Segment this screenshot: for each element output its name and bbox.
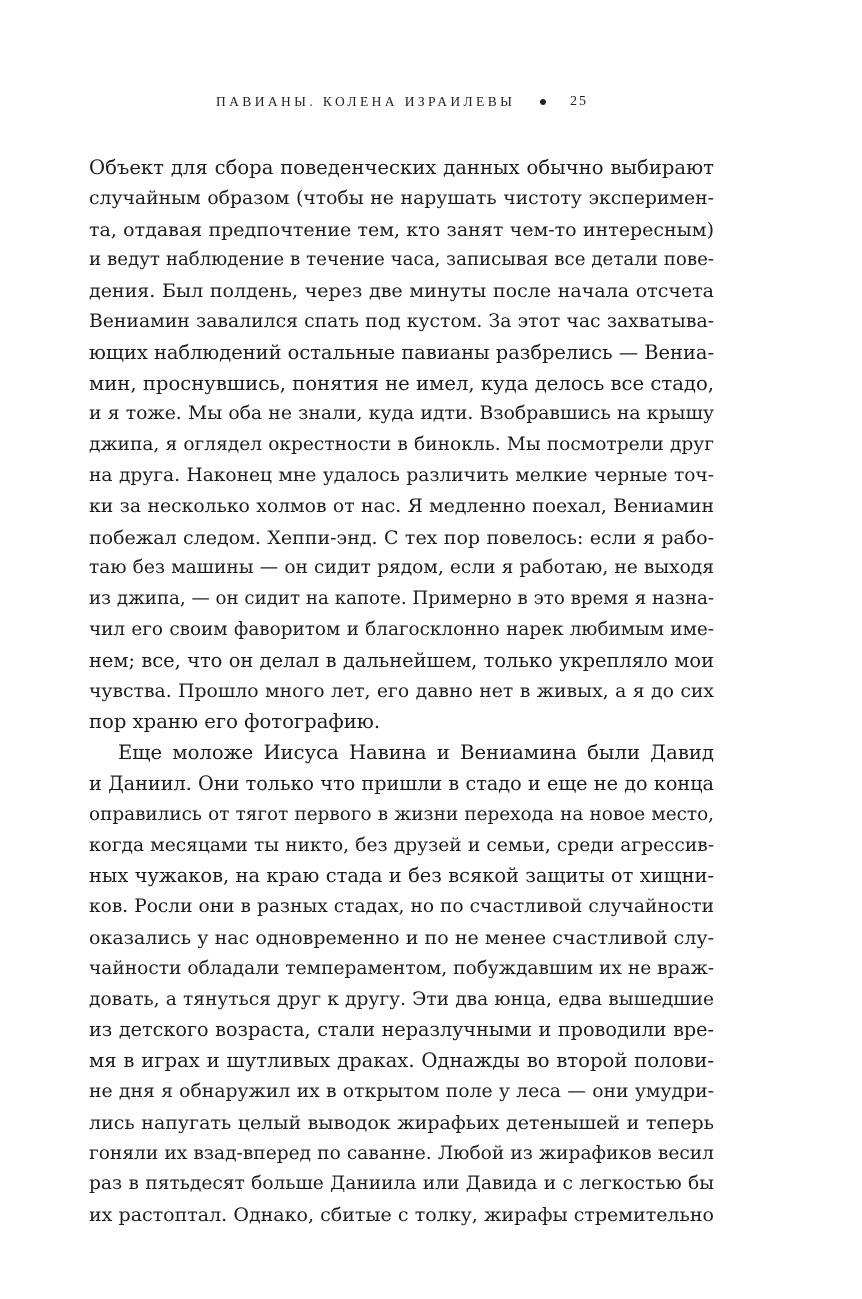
text-line: случайным образом (чтобы не нарушать чистоту эксперимен- xyxy=(89,187,714,209)
text-line: и я тоже. Мы оба не знали, куда идти. Взобравшись на крышу xyxy=(89,403,714,425)
text-line: раз в пятьдесят больше Даниила или Давида и с легкостью бы xyxy=(89,1173,714,1195)
text-line: их растоптал. Однако, сбитые с толку, жирафы стремительно xyxy=(89,1204,714,1227)
text-line: и ведут наблюдение в течение часа, записывая все детали пове- xyxy=(89,249,714,271)
text-line: лись напугать целый выводок жирафьих детенышей и теперь xyxy=(89,1111,714,1134)
running-header xyxy=(0,94,862,116)
text-line: та, отдавая предпочтение тем, кто занят чем-то интересным) xyxy=(89,218,714,241)
text-line: чувства. Прошло много лет, его давно нет в живых, а я до сих xyxy=(89,680,714,702)
text-line: гоняли их взад-вперед по саванне. Любой из жирафиков весил xyxy=(89,1142,714,1164)
page-number: 25 xyxy=(570,94,588,109)
text-line: когда месяцами ты никто, без друзей и семьи, среди агрессив- xyxy=(89,834,714,856)
text-line: дения. Был полдень, через две минуты после начала отсчета xyxy=(89,280,714,303)
text-line: ки за несколько холмов от нас. Я медленно поехал, Вениамин xyxy=(89,495,714,517)
text-line: из детского возраста, стали неразлучными и проводили вре- xyxy=(89,1018,714,1042)
text-line: мин, проснувшись, понятия не имел, куда делось все стадо, xyxy=(89,371,714,395)
text-line: не дня я обнаружил их в открытом поле у леса — они умудри- xyxy=(89,1080,714,1102)
text-line: побежал следом. Хеппи-энд. С тех пор повелось: если я рабо- xyxy=(89,526,714,549)
header-bullet-separator xyxy=(540,99,546,105)
body-text xyxy=(89,153,714,1231)
text-line: чил его своим фаворитом и благосклонно нарек любимым име- xyxy=(89,618,714,640)
text-line: пор храню его фотографию. xyxy=(89,710,381,734)
text-line: ков. Росли они в разных стадах, но по счастливой случайности xyxy=(89,896,714,918)
text-line: Вениамин завалился спать под кустом. За этот час захватыва- xyxy=(89,310,714,332)
text-line: Еще моложе Иисуса Навина и Вениамина были Давид xyxy=(118,741,714,765)
text-line: оказались у нас одновременно и по не менее счастливой слу- xyxy=(89,926,714,949)
text-line: на друга. Наконец мне удалось различить мелкие черные точ- xyxy=(89,464,714,486)
paragraph-2 xyxy=(89,738,714,1231)
running-title: ПАВИАНЫ. КОЛЕНА ИЗРАИЛЕВЫ xyxy=(216,94,516,109)
text-line: мя в играх и шутливых драках. Однажды во второй полови- xyxy=(89,1049,714,1073)
text-line: ющих наблюдений остальные павианы разбрелись — Вениа- xyxy=(89,340,714,364)
text-line: из джипа, — он сидит на капоте. Примерно в это время я назна- xyxy=(89,588,714,610)
paragraph-1 xyxy=(89,153,714,738)
text-line: джипа, я оглядел окрестности в бинокль. Мы посмотрели друг xyxy=(89,434,714,456)
text-line: Объект для сбора поведенческих данных обычно выбирают xyxy=(89,156,714,179)
text-line: нем; все, что он делал в дальнейшем, только укрепляло мои xyxy=(89,648,714,672)
text-line: чайности обладали темпераментом, побуждавшим их не враж- xyxy=(89,957,714,979)
text-line: довать, а тянуться друг к другу. Эти два юнца, едва вышедшие xyxy=(89,988,714,1010)
text-line: таю без машины — он сидит рядом, если я работаю, не выходя xyxy=(89,557,714,579)
text-line: оправились от тягот первого в жизни перехода на новое место, xyxy=(89,803,714,825)
text-line: и Даниил. Они только что пришли в стадо и еще не до конца xyxy=(89,771,714,795)
text-line: ных чужаков, на краю стада и без всякой защиты от хищни- xyxy=(89,864,714,888)
